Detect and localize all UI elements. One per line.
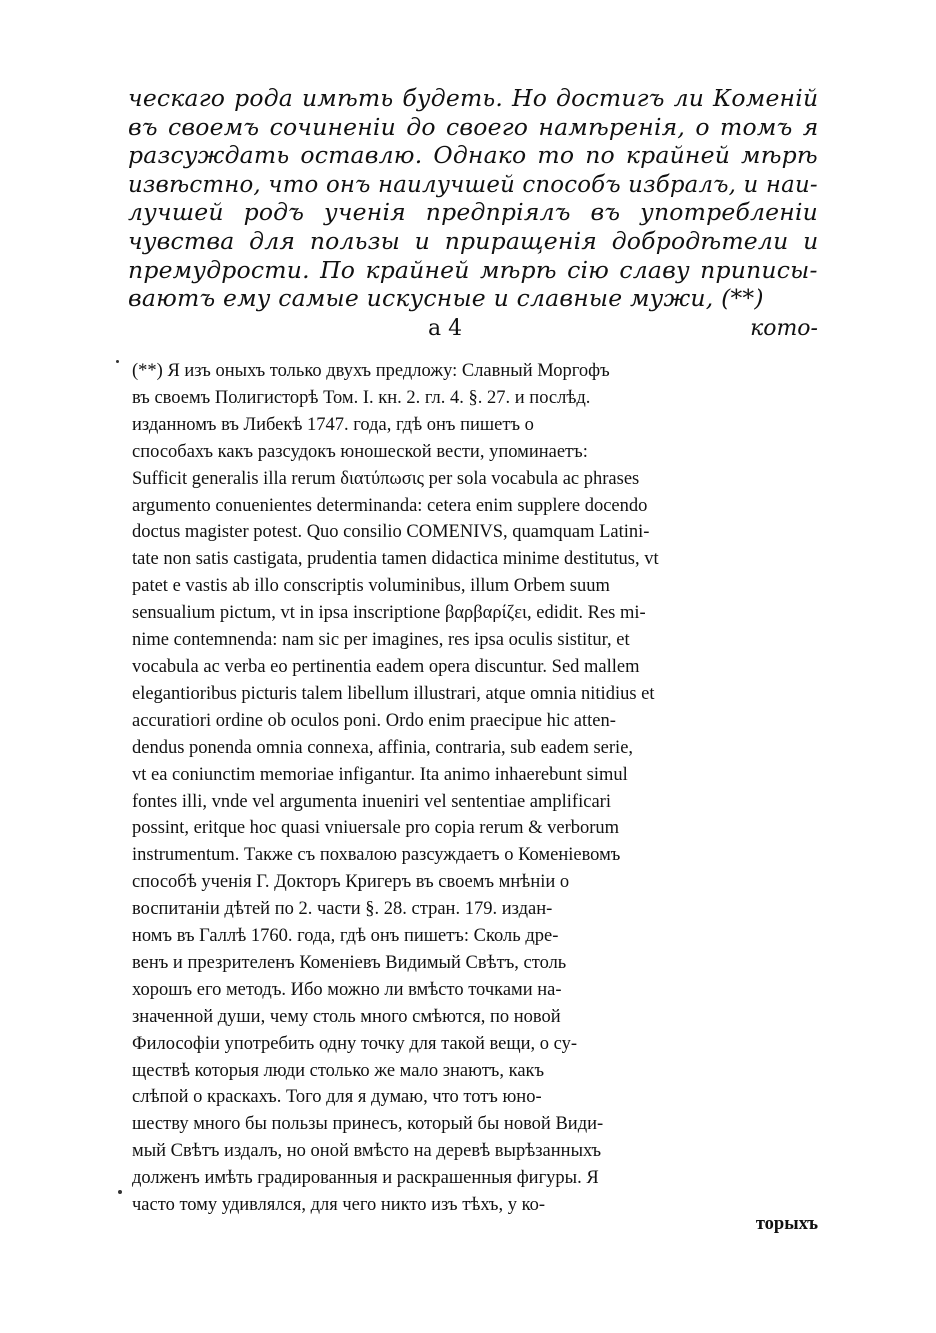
footnote-line: tate non satis castigata, prudentia tamen didactica minime destitutus, vt — [132, 549, 659, 570]
footnote-line: воспитаніи дѣтей по 2. части §. 28. стран. 179. издан- — [132, 899, 553, 920]
footnote-line: (**) Я изъ оныхъ только двухъ предложу: Славный Моргофъ — [132, 361, 610, 381]
main-text-line: извѣстно, что онъ наилучшей способъ избралъ, и наи- — [128, 169, 818, 198]
signature-row — [128, 316, 818, 346]
main-text-line: въ своемъ сочиненіи до своего намѣренія, о томъ я — [128, 112, 819, 141]
catchword: кото- — [750, 316, 818, 341]
footnote-line: vocabula ac verba eo pertinentia eadem opera discuntur. Sed mallem — [132, 656, 640, 677]
footnote-line: fontes illi, vnde vel argumenta inueniri vel sententiae amplificari — [132, 791, 611, 812]
footnote-line: ществѣ которыя люди столько же мало знаютъ, какъ — [132, 1060, 545, 1081]
main-text-line: лучшей родъ ученія предпріялъ въ употребленіи — [128, 198, 819, 227]
main-text-line: премудрости. По крайней мѣрѣ сію славу приписы- — [128, 255, 818, 284]
footnote-line: nime contemnenda: nam sic per imagines, res ipsa oculis sistitur, et — [132, 630, 630, 651]
footnote-line: instrumentum. Также съ похвалою разсуждаетъ о Коменіевомъ — [132, 845, 621, 866]
signature-mark: а 4 — [428, 316, 463, 341]
footnote-line: номъ въ Галлѣ 1760. года, гдѣ онъ пишетъ: Сколь дре- — [132, 926, 559, 947]
footnote-line: изданномъ въ Либекѣ 1747. года, гдѣ онъ пишетъ о — [132, 414, 534, 435]
footnote-line: венъ и презрителенъ Коменіевъ Видимый Свѣтъ, столь — [132, 952, 567, 973]
footnote-line: dendus ponenda omnia connexa, affinia, contraria, sub eadem serie, — [132, 737, 634, 758]
footnote-line: Философіи употребить одну точку для такой вещи, о су- — [132, 1033, 577, 1054]
footnote-line: argumento conuenientes determinanda: cetera enim supplere docendo — [132, 495, 648, 516]
main-text-block — [128, 84, 818, 313]
footnote-line: possint, eritque hoc quasi vniuersale pro copia rerum & verborum — [132, 818, 620, 839]
main-text-line: ческаго рода имѣть будеть. Но достигъ ли Коменій — [128, 84, 819, 112]
main-text-line: разсуждать оставлю. Однако то по крайней мѣрѣ — [128, 141, 818, 170]
footnote-line: мый Свѣтъ издалъ, но оной вмѣсто на деревѣ вырѣзанныхъ — [132, 1141, 602, 1162]
footnote-line: accuratiori ordine ob oculos poni. Ordo enim praecipue hic atten- — [132, 710, 616, 731]
ink-speck — [118, 1190, 122, 1194]
footnote-line: sensualium pictum, vt in ipsa inscriptione βαρβαρίζει, edidit. Res mi- — [132, 603, 646, 624]
footnote-line: шеству много бы пользы принесъ, который бы новой Види- — [132, 1114, 604, 1135]
main-text-line: чувства для пользы и приращенія добродѣтели и — [128, 226, 819, 255]
main-text-line: ваютъ ему самые искусные и славные мужи, (**) — [128, 284, 764, 313]
footnote-line: способахъ какъ разсудокъ юношеской вести, упоминаетъ: — [132, 441, 588, 462]
footnote-line: elegantioribus picturis talem libellum illustrari, atque omnia nitidius et — [132, 683, 655, 704]
footnote-line: значенной души, чему столь много смѣются, по новой — [132, 1006, 561, 1027]
footnote-line: слѣпой о краскахъ. Того для я думаю, что тотъ юно- — [132, 1087, 542, 1108]
footnote-block — [132, 358, 822, 1219]
footnote-line: часто тому удивлялся, для чего никто изъ тѣхъ, у ко- — [132, 1195, 546, 1216]
footnote-catchword: торыхъ — [755, 1214, 818, 1234]
footnote-line: Sufficit generalis illa rerum διατύπωσις per sola vocabula ac phrases — [132, 468, 640, 489]
footnote-line: способѣ ученія Г. Докторъ Кригеръ въ своемъ мнѣніи о — [132, 872, 570, 893]
footnote-line: doctus magister potest. Quo consilio COMENIVS, quamquam Latini- — [132, 522, 650, 543]
footnote-line: хорошъ его методъ. Ибо можно ли вмѣсто точками на- — [132, 979, 562, 1000]
footnote-line: patet e vastis ab illo conscriptis voluminibus, illum Orbem suum — [132, 576, 610, 597]
footnote-line: долженъ имѣть градированныя и раскрашенныя фигуры. Я — [132, 1168, 599, 1189]
footnote-line: vt ea coniunctim memoriae infigantur. Ita animo inhaerebunt simul — [132, 764, 628, 785]
ink-speck — [116, 360, 119, 363]
footnote-line: въ своемъ Полигисторѣ Том. I. кн. 2. гл. 4. §. 27. и послѣд. — [132, 387, 591, 408]
